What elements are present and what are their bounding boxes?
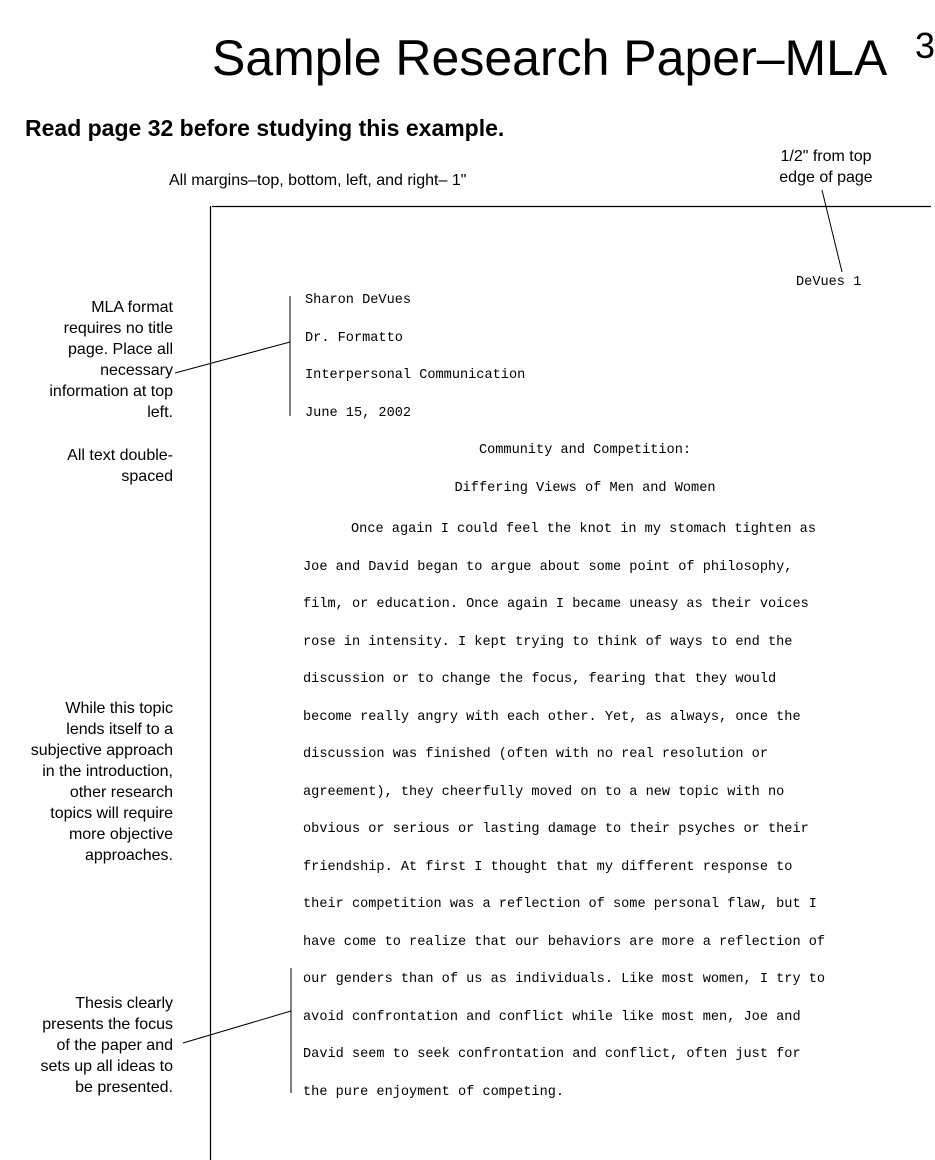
thesis-note: Thesis clearly presents the focus of the paper and sets up all ideas to be presented. [40, 995, 173, 1096]
document-title: Sample Research Paper–MLA [212, 30, 888, 86]
body-line: David seem to seek confrontation and conflict, often just for [303, 1047, 801, 1062]
body-line: discussion or to change the focus, fearing that they would [303, 672, 777, 687]
body-line: the pure enjoyment of competing. [303, 1084, 565, 1100]
margins-note: All margins–top, bottom, left, and right– 1" [169, 172, 467, 189]
paper-body [303, 511, 903, 1111]
mla-format-note: MLA format requires no title page. Place all necessary information at top left. [49, 299, 173, 421]
header-position-note: 1/2" from top edge of page [779, 148, 873, 186]
body-line: film, or education. Once again I became uneasy as their voices [303, 597, 809, 612]
subjective-approach-note: While this topic lends itself to a subjective approach in the introduction, other research topics will require more objective approaches. [30, 700, 173, 864]
body-line: discussion was finished (often with no real resolution or [303, 747, 768, 762]
header-author: Sharon DeVues [305, 293, 412, 308]
body-line: their competition was a reflection of some personal flaw, but I [303, 897, 817, 912]
body-line: agreement), they cheerfully moved on to a new topic with no [303, 784, 785, 800]
header-date: June 15, 2002 [305, 406, 412, 421]
instruction-subtitle: Read page 32 before studying this example. [25, 115, 505, 141]
pointer-header-info [175, 342, 290, 373]
header-course: Interpersonal Communication [305, 368, 526, 383]
body-line: obvious or serious or lasting damage to their psyches or their [303, 822, 809, 837]
body-line: Joe and David began to argue about some point of philosophy, [303, 559, 793, 575]
body-line: our genders than of us as individuals. Like most women, I try to [303, 972, 826, 987]
header-instructor: Dr. Formatto [305, 331, 403, 346]
body-line: friendship. At first I thought that my different response to [303, 859, 793, 875]
page-number: 3 [915, 25, 935, 66]
running-head: DeVues 1 [796, 275, 862, 290]
body-line: avoid confrontation and conflict while like most men, Joe and [303, 1009, 801, 1025]
paper-title-line-2: Differing Views of Men and Women [454, 481, 716, 496]
pointer-thesis [183, 1011, 291, 1043]
body-line: Once again I could feel the knot in my stomach tighten as [351, 522, 816, 537]
pointer-header [822, 190, 842, 272]
body-line: rose in intensity. I kept trying to think of ways to end the [303, 634, 793, 650]
double-spaced-note: All text double- spaced [67, 447, 173, 485]
body-line: have come to realize that our behaviors are more a reflection of [303, 934, 826, 950]
paper-title-line-1: Community and Competition: [478, 443, 692, 458]
body-line: become really angry with each other. Yet, as always, once the [303, 709, 801, 725]
